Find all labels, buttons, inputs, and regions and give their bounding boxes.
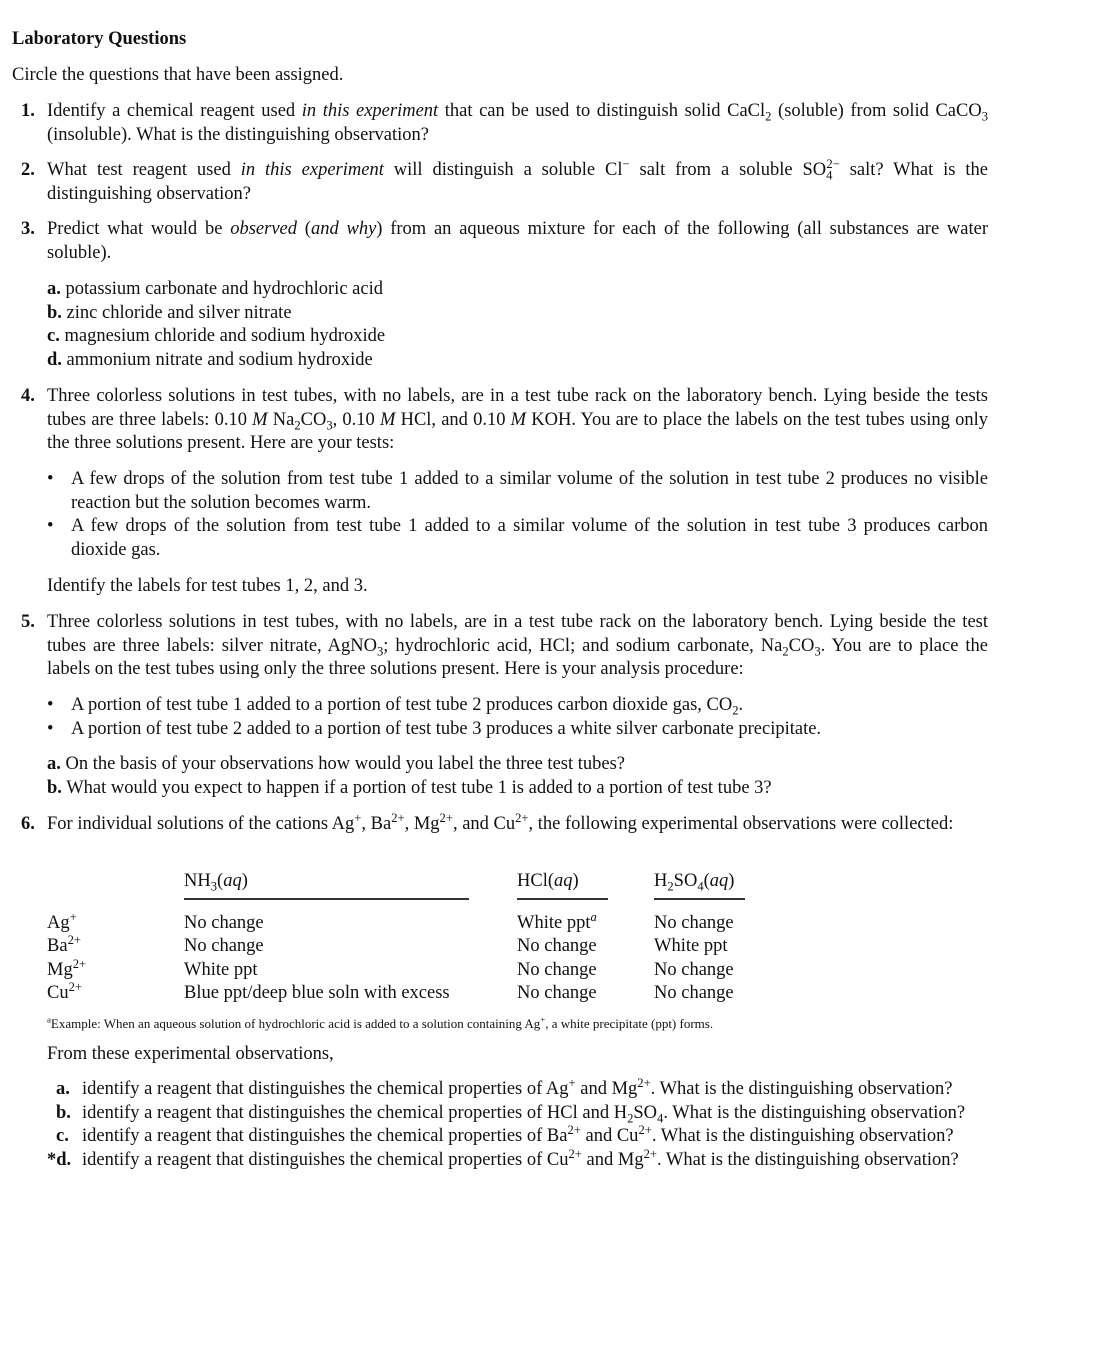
corner-cell (47, 870, 184, 904)
question-2 (21, 156, 988, 206)
part-b (47, 302, 988, 326)
part-b (47, 777, 988, 801)
part-d (47, 349, 988, 373)
part-text: identify a reagent that distinguishes the chemical properties of HCl and $H_2SO_4$. What is the distinguishing observation? (82, 1102, 966, 1126)
test-bullet: • A few drops of the solution from test tube 1 added to a similar volume of the solution in test tube 2 produces no visible reaction but the solution becomes warm. (47, 468, 988, 515)
question-text: Identify a chemical reagent used in this experiment that can be used to distinguish solid CaCl$_2$ (soluble) from solid CaCO$_3$ (insoluble). What is the distinguishing observation? (47, 101, 989, 145)
cation-cell: $Cu^{2+}$ (47, 980, 82, 1004)
table-cell: White ppt (654, 936, 728, 957)
question-text: Three colorless solutions in test tubes, with no labels, are in a test tube rack on the laboratory bench. Lying beside the test tubes are three labels: silver nitrate, AgNO$_3$; hydrochloric acid, HCl; and sodium carbonate, $Na_2CO_3$. You are to place the labels on the test tubes using only the three solutions present. Here is your analysis procedure: (47, 612, 988, 680)
table-cell: White ppt (184, 959, 258, 980)
part-text: magnesium chloride and sodium hydroxide (64, 326, 386, 347)
question-6-parts (47, 1075, 988, 1172)
table-cell: No change (184, 912, 264, 933)
table-row (47, 935, 745, 959)
part-text: identify a reagent that distinguishes the chemical properties of Ag+ and $Mg^{2+}$. What is the distinguishing observation? (82, 1075, 953, 1099)
spacer (469, 870, 517, 904)
part-label: *d. (47, 1149, 72, 1170)
instructions: Circle the questions that have been assigned. (12, 65, 344, 85)
table-row (47, 982, 745, 1006)
section-title: Laboratory Questions (12, 29, 187, 49)
question-number: 5. (21, 612, 35, 632)
part-a (47, 278, 988, 302)
question-1 (21, 100, 989, 147)
question-text: Three colorless solutions in test tubes, with no labels, are in a test tube rack on the laboratory bench. Lying beside the tests tubes are three labels: 0.10 M $Na_2CO_3$, 0.10 M HCl, and 0.10 M KOH. You are to place the labels on the test tubes using only the three solutions present. Here are your tests: (47, 386, 988, 454)
part-label: b. (56, 1102, 71, 1123)
question-5 (21, 611, 988, 682)
column-header-nh3: $NH_3(aq)$ (184, 870, 469, 904)
part-b (56, 1102, 988, 1126)
observations-table (47, 870, 745, 1006)
question-4 (21, 385, 988, 456)
part-text: ammonium nitrate and sodium hydroxide (66, 349, 373, 370)
table-cell: White ppt$^a$ (517, 909, 597, 933)
column-header-h2so4: $H_2SO_4(aq)$ (654, 870, 745, 904)
part-c (56, 1123, 988, 1149)
table-cell: Blue ppt/deep blue soln with excess (184, 983, 450, 1004)
table-footnote: $^a$Example: When an aqueous solution of hydrochloric acid is added to a solution containing Ag+, a white precipitate (ppt) forms. (47, 1014, 714, 1031)
procedure-bullet: • A portion of test tube 2 added to a portion of test tube 3 produces a white silver carbonate precipitate. (47, 718, 988, 742)
part-text: What would you expect to happen if a portion of test tube 1 is added to a portion of test tube 3? (66, 777, 772, 798)
question-number: 4. (21, 386, 35, 406)
question-number: 3. (21, 219, 35, 239)
part-label: a. (47, 279, 61, 299)
part-text: potassium carbonate and hydrochloric acid (65, 279, 383, 299)
part-text: identify a reagent that distinguishes the chemical properties of $Cu^{2+}$ and $Mg^{2+}$. What is the distinguishing observation? (82, 1146, 959, 1170)
part-label: d. (47, 349, 62, 370)
part-label: a. (47, 754, 61, 774)
question-number: 2. (21, 160, 35, 180)
part-label: c. (47, 326, 60, 347)
part-text: On the basis of your observations how would you label the three test tubes? (65, 754, 626, 774)
table-cell: No change (654, 983, 734, 1004)
part-label: b. (47, 777, 62, 798)
table-cell: No change (517, 936, 597, 957)
question-3-parts (47, 278, 988, 372)
part-c (47, 325, 988, 349)
question-4-tests (47, 468, 988, 562)
question-6 (21, 810, 988, 837)
part-text: zinc chloride and silver nitrate (66, 302, 292, 323)
table-cell: No change (517, 983, 597, 1004)
question-text: For individual solutions of the cations Ag+, $Ba^{2+}$, $Mg^{2+}$, and $Cu^{2+}$, the following experimental observations were collected: (47, 810, 954, 834)
cation-cell: Ag+ (47, 909, 77, 933)
part-a (47, 753, 988, 777)
question-number: 6. (21, 814, 35, 834)
table-cell: No change (184, 936, 264, 957)
table-cell: No change (517, 959, 597, 980)
table-row (47, 959, 745, 983)
table-row (47, 912, 745, 936)
procedure-bullet: • A portion of test tube 1 added to a portion of test tube 2 produces carbon dioxide gas, $CO_2$. (47, 694, 988, 718)
cation-cell: $Mg^{2+}$ (47, 956, 87, 980)
part-label: c. (56, 1126, 69, 1147)
question-text: What test reagent used in this experiment will distinguish a soluble Cl− salt from a soluble $SO_4^{2-}$ salt? What is the distinguishing observation? (47, 156, 988, 204)
question-5-parts (47, 753, 988, 800)
spacer (608, 870, 654, 904)
question-text: Predict what would be observed (and why) from an aqueous mixture for each of the following (all substances are water soluble). (47, 219, 989, 263)
part-label: a. (56, 1079, 70, 1099)
question-3 (21, 218, 989, 265)
table-cell: No change (654, 912, 734, 933)
part-text: identify a reagent that distinguishes the chemical properties of $Ba^{2+}$ and $Cu^{2+}$. What is the distinguishing observation? (82, 1123, 954, 1147)
question-5-procedure (47, 694, 988, 741)
part-label: b. (47, 302, 62, 323)
test-bullet: • A few drops of the solution from test tube 1 added to a similar volume of the solution in test tube 3 produces carbon dioxide gas. (47, 515, 988, 562)
cation-cell: $Ba^{2+}$ (47, 933, 81, 957)
question-6-closing: From these experimental observations, (47, 1044, 334, 1064)
question-number: 1. (21, 101, 35, 121)
part-a (56, 1075, 988, 1102)
part-d (47, 1146, 988, 1173)
column-header-hcl: HCl(aq) (517, 870, 608, 904)
question-4-closing: Identify the labels for test tubes 1, 2, and 3. (47, 576, 368, 596)
table-cell: No change (654, 959, 734, 980)
